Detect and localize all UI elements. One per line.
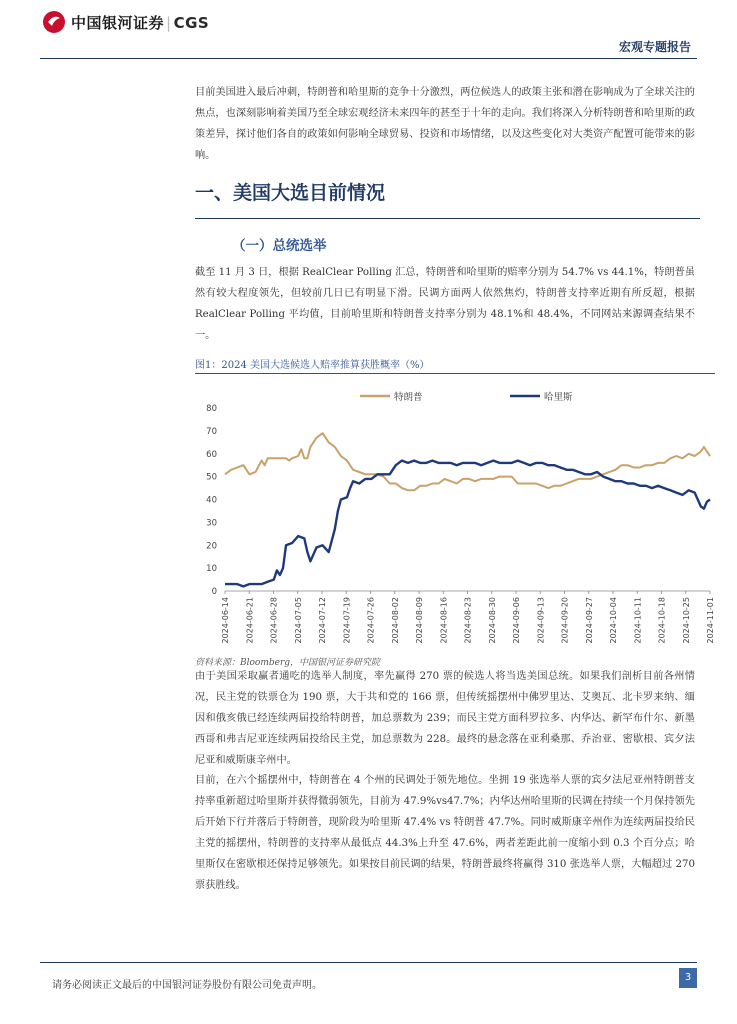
footer-disclaimer: 请务必阅读正文最后的中国银河证券股份有限公司免责声明。	[52, 980, 322, 991]
y-tick-label: 40	[206, 495, 217, 506]
x-tick-label: 2024-10-25	[681, 597, 691, 644]
y-tick-label: 20	[206, 541, 217, 552]
page-number: 3	[679, 968, 697, 988]
figure-title: 图1：2024 美国大选候选人赔率推算获胜概率（%）	[195, 360, 430, 371]
footer-divider	[40, 962, 697, 963]
x-tick-label: 2024-10-18	[657, 597, 667, 644]
y-tick-label: 30	[206, 518, 217, 529]
x-tick-label: 2024-07-19	[342, 597, 352, 644]
header-divider	[40, 58, 697, 59]
section-title: 一、美国大选目前情况	[195, 182, 386, 204]
x-tick-label: 2024-09-20	[560, 597, 570, 644]
section-divider	[195, 218, 700, 219]
x-tick-label: 2024-09-27	[584, 597, 594, 644]
x-tick-label: 2024-09-06	[512, 597, 521, 644]
x-tick-label: 2024-06-21	[245, 597, 255, 644]
legend-label-harris: 哈里斯	[544, 392, 573, 403]
paragraph-odds: 截至 11 月 3 日，根据 RealClear Polling 汇总，特朗普和哈里斯的赔率分别为 54.7% vs 44.1%，特朗普虽然有较大程度领先，但较前几日已有明显下滑。民调方面两人依然焦灼，特朗普支持率近期有所反超，根据 RealClear Polling 平均值，目前哈里斯和特朗普支持率分别为 48.1%和 48.4%，不同网站来源调查结果不一。	[195, 267, 695, 341]
cgs-logo-icon	[42, 10, 66, 34]
logo-text: 中国银河证券 | CGS	[71, 13, 210, 32]
y-axis	[206, 404, 217, 597]
series-layer	[225, 433, 710, 586]
report-type: 宏观专题报告	[618, 40, 691, 54]
paragraph-electoral: 由于美国采取赢者通吃的选举人制度，率先赢得 270 票的候选人将当选美国总统。如果我们剖析目前各州情况，民主党的铁票仓为 190 票，大于共和党的 166 票，但传统摇摆州中佛罗里达、艾奥瓦、北卡罗来纳、缅因和俄亥俄已经连续两届投给特朗普，加总票数为 239；而民主党方面科罗拉多、内华达、新罕布什尔、新墨西哥和弗吉尼亚连续两届投给民主党，加总票数为 228。最终的悬念落在亚利桑那、乔治亚、密歇根、宾夕法尼亚和威斯康辛州中。	[195, 671, 695, 766]
x-axis	[221, 591, 715, 644]
x-tick-label: 2024-07-26	[366, 597, 376, 644]
y-tick-label: 80	[206, 404, 217, 414]
y-tick-label: 70	[206, 426, 217, 437]
x-tick-label: 2024-07-05	[293, 597, 303, 644]
x-tick-label: 2024-08-09	[415, 597, 424, 644]
x-tick-label: 2024-08-30	[487, 597, 497, 644]
legend-label-trump: 特朗普	[394, 392, 423, 403]
x-tick-label: 2024-08-23	[463, 597, 473, 644]
x-tick-label: 2024-10-11	[633, 597, 643, 644]
x-tick-label: 2024-11-01	[706, 597, 715, 644]
brand-logo	[42, 10, 209, 34]
figure-divider	[195, 373, 715, 374]
y-tick-label: 0	[211, 587, 217, 597]
odds-line-chart	[195, 378, 715, 653]
y-tick-label: 60	[206, 449, 217, 460]
x-tick-label: 2024-06-28	[269, 597, 279, 644]
intro-paragraph: 目前美国进入最后冲刺，特朗普和哈里斯的竞争十分激烈，两位候选人的政策主张和潜在影响成为了全球关注的焦点，也深刻影响着美国乃至全球宏观经济未来四年的甚至于十年的走向。我们将深入分析特朗普和哈里斯的政策差异，探讨他们各自的政策如何影响全球贸易、投资和市场情绪，以及这些变化对大类资产配置可能带来的影响。	[195, 87, 695, 161]
y-tick-label: 50	[206, 472, 217, 483]
x-tick-label: 2024-09-13	[536, 597, 546, 644]
figure-source: 资料来源：Bloomberg，中国银河证券研究院	[195, 658, 381, 668]
chart-legend	[360, 391, 573, 403]
subsection-title: （一）总统选举	[232, 238, 327, 254]
x-tick-label: 2024-08-16	[439, 597, 449, 644]
x-tick-label: 2024-10-04	[609, 597, 618, 644]
x-tick-label: 2024-07-12	[318, 597, 327, 644]
x-tick-label: 2024-08-02	[390, 597, 400, 644]
paragraph-swing-states: 目前，在六个摇摆州中，特朗普在 4 个州的民调处于领先地位。坐拥 19 张选举人票的宾夕法尼亚州特朗普支持率重新超过哈里斯并获得微弱领先，目前为 47.9%vs47.7%；内华达州哈里斯的民调在持续一个月保持领先后开始下行并落后于特朗普，现阶段为哈里斯 47.4% vs 特朗普 47.7%。同时威斯康辛州作为连续两届投给民主党的摇摆州，特朗普的支持率从最低点 44.3%上升至 47.6%，两者差距此前一度缩小到 0.3 个百分点；哈里斯仅在密歇根还保持足够领先。如果按目前民调的结果，特朗普最终将赢得 310 张选举人票，大幅超过 270 票获胜线。	[195, 775, 695, 891]
y-tick-label: 10	[206, 564, 217, 575]
x-tick-label: 2024-06-14	[221, 597, 230, 644]
